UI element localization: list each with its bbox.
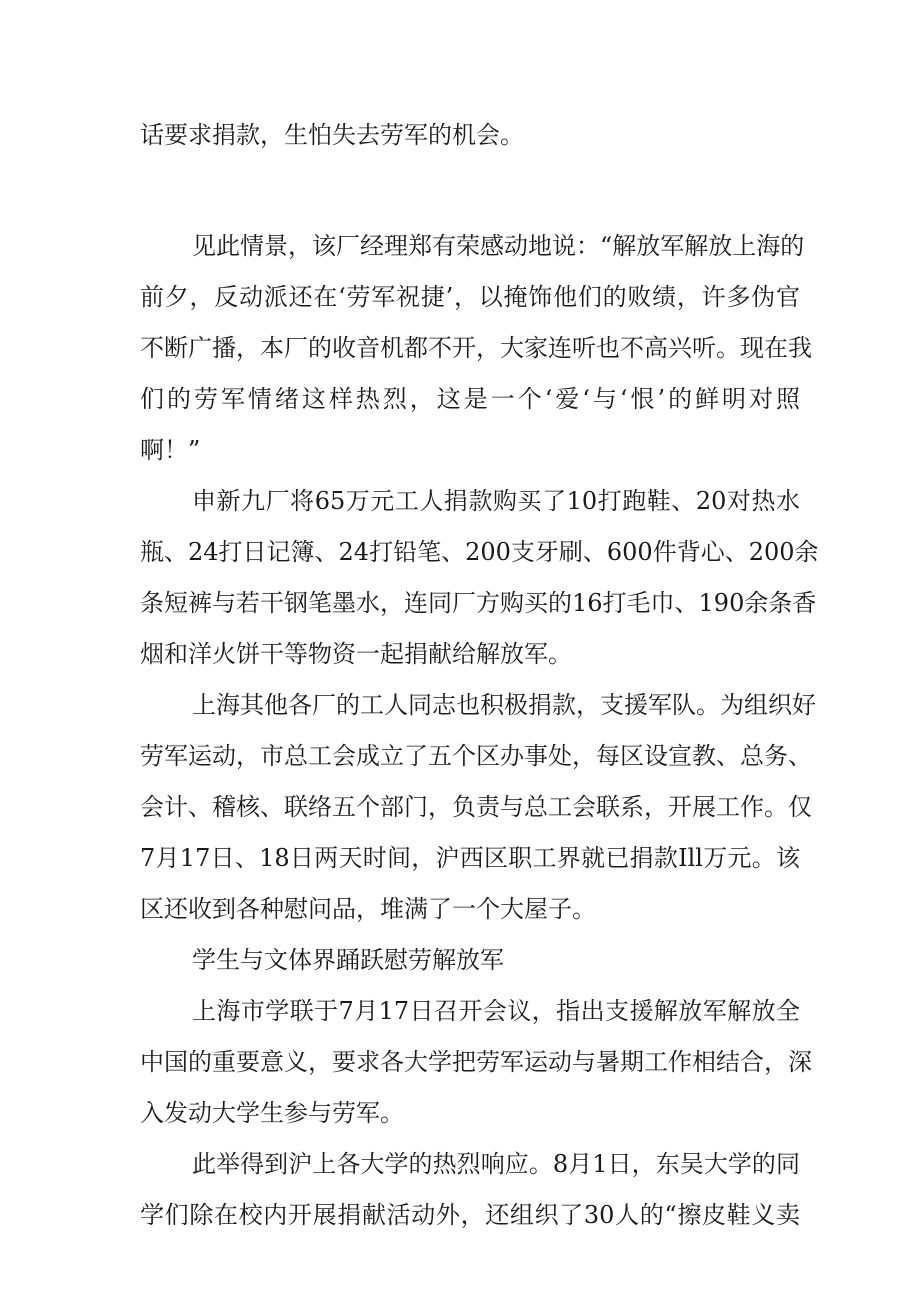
text-line: 前夕，反动派还在‘劳军祝捷’，以掩饰他们的败绩，许多伪官 [140,283,800,311]
text-line: 会计、稽核、联络五个部门，负责与总工会联系，开展工作。仅 [140,793,812,821]
paragraph-first-line: 上海其他各厂的工人同志也积极捐款，支援军队。为组织好 [192,691,816,719]
text-line: 区还收到各种慰问品，堆满了一个大屋子。 [140,895,596,923]
text-line: 7月17日、18日两天时间，沪西区职工界就已捐款Ill万元。该 [140,844,800,872]
text-line: 劳军运动，市总工会成立了五个区办事处，每区设宣教、总务、 [140,742,812,770]
text-line: 学们除在校内开展捐献活动外，还组织了30人的“擦皮鞋义卖 [140,1201,800,1229]
text-line: 们的劳军情绪这样热烈，这是一个‘爱‘与‘恨’的鲜明对照 [140,385,800,413]
text-line: 入发动大学生参与劳军。 [140,1099,404,1127]
text-line: 瓶、24打日记簿、24打铅笔、200支牙刷、600件背心、200余 [140,538,819,566]
section-heading: 学生与文体界踊跃慰劳解放军 [192,946,504,974]
paragraph-first-line: 上海市学联于7月17日召开会议，指出支援解放军解放全 [192,997,800,1025]
paragraph-first-line: 见此情景，该厂经理郑有荣感动地说：“解放军解放上海的 [192,232,805,260]
text-line: 啊！” [140,436,201,464]
paragraph-first-line: 此举得到沪上各大学的热烈响应。8月1日，东吴大学的同 [192,1150,800,1178]
text-line: 中国的重要意义，要求各大学把劳军运动与暑期工作相结合，深 [140,1048,812,1076]
paragraph-first-line: 申新九厂将65万元工人捐款购买了10打跑鞋、20对热水 [192,487,800,515]
text-line: 条短裤与若干钢笔墨水，连同厂方购买的16打毛巾、190余条香 [140,589,817,617]
text-line: 话要求捐款，生怕失去劳军的机会。 [140,121,524,149]
text-line: 烟和洋火饼干等物资一起捐献给解放军。 [140,640,572,668]
text-line: 不断广播，本厂的收音机都不开，大家连听也不高兴听。现在我 [140,334,812,362]
